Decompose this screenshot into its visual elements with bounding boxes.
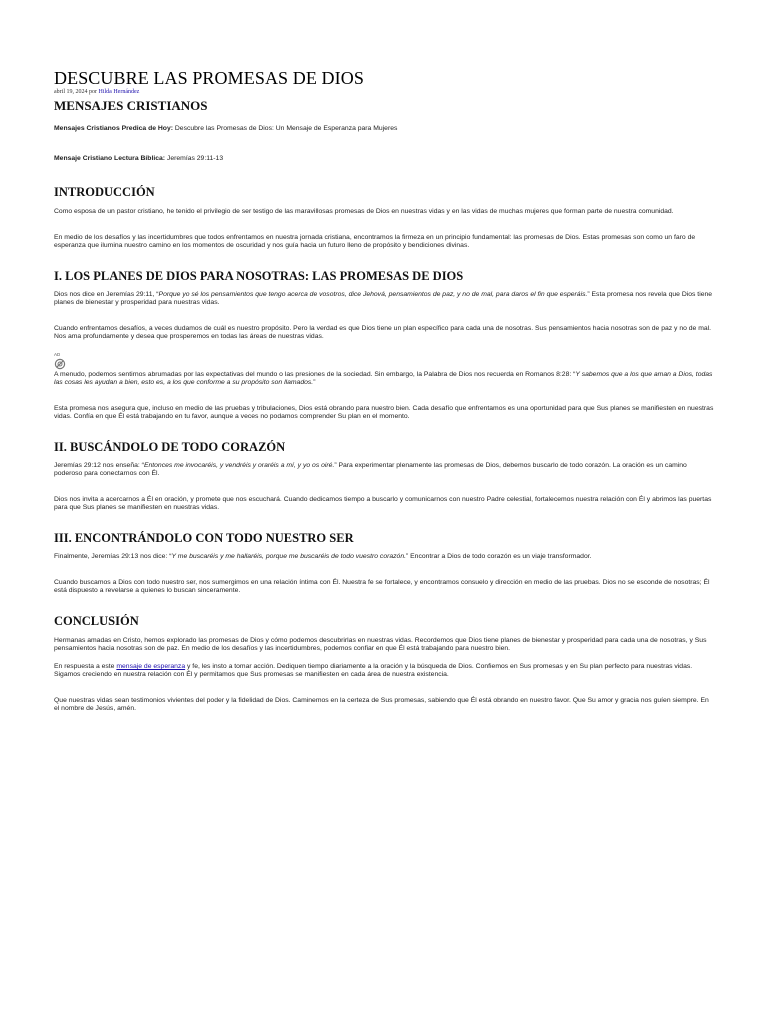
paragraph: Cuando enfrentamos desafíos, a veces dudamos de cuál es nuestro propósito. Pero la verdad es que Dios tiene un plan específico para cada una de nosotras. Sus pensamientos hacia nosotras son de paz y no de mal. Nos ama profundamente y desea que prosperemos en todas las áreas de nuestras vidas. — [54, 325, 712, 340]
paragraph: Cuando buscamos a Dios con todo nuestro ser, nos sumergimos en una relación íntima con Él. Nuestra fe se fortalece, y encontramos consuelo y dirección en medio de las pruebas. Dios no se esconde de nosotras; Él está dispuesto a revelarse a quienes lo buscan sinceramente. — [54, 579, 710, 594]
author-link[interactable]: Hilda Hernández — [98, 89, 140, 95]
bible-reading-text: Jeremías 29:11-13 — [165, 155, 224, 162]
ad-block[interactable] — [54, 352, 714, 370]
paragraph-text: ” Para experimentar plenamente las promesas de Dios, debemos buscarlo de todo corazón. La oración es un camino poderoso para conectarnos con Él. — [54, 462, 687, 477]
paragraph — [54, 371, 714, 387]
section-heading-conclusion: CONCLUSIÓN — [54, 614, 139, 628]
paragraph-text: A menudo, podemos sentirnos abrumadas por las expectativas del mundo o las presiones de la sociedad. Sin embargo, la Palabra de Dios nos recuerda en Romanos 8:28: “ — [54, 371, 576, 378]
paragraph — [54, 462, 714, 478]
bible-reading-line — [54, 155, 714, 163]
ad-label: AD — [54, 352, 61, 357]
paragraph — [54, 291, 714, 307]
sermon-title-text: Descubre las Promesas de Dios: Un Mensaje de Esperanza para Mujeres — [173, 125, 398, 132]
paragraph — [54, 663, 714, 679]
sermon-title-label: Mensajes Cristianos Predica de Hoy: — [54, 125, 173, 132]
section-heading-buscandolo: II. BUSCÁNDOLO DE TODO CORAZÓN — [54, 440, 286, 454]
post-meta — [54, 88, 714, 96]
scripture-quote: Y sabemos que a los que aman a Dios, todas las cosas les ayudan a bien, esto es, a los que conforme a su propósito son llamados. — [54, 371, 713, 386]
article — [54, 68, 714, 713]
paragraph-text: ” Encontrar a Dios de todo corazón es un viaje transformador. — [406, 553, 592, 560]
paragraph-text: Jeremías 29:12 nos enseña: “ — [54, 462, 144, 469]
section-heading-encontrandolo: III. ENCONTRÁNDOLO CON TODO NUESTRO SER — [54, 531, 354, 545]
bible-reading-label: Mensaje Cristiano Lectura Bíblica: — [54, 155, 166, 162]
paragraph-text: Finalmente, Jeremías 29:13 nos dice: “ — [54, 553, 172, 560]
article-subtitle: MENSAJES CRISTIANOS — [54, 98, 208, 113]
paragraph-text: Dios nos dice en Jeremías 29:11, “ — [54, 291, 159, 298]
paragraph — [54, 553, 714, 561]
page-title: DESCUBRE LAS PROMESAS DE DIOS — [54, 68, 364, 88]
scripture-quote: Porque yo sé los pensamientos que tengo acerca de vosotros, dice Jehová, pensamientos de paz, y no de mal, para daros el fin que esperáis. — [158, 291, 588, 298]
scripture-quote: Y me buscaréis y me hallaréis, porque me buscaréis de todo vuestro corazón. — [171, 553, 406, 560]
paragraph: Como esposa de un pastor cristiano, he tenido el privilegio de ser testigo de las maravillosas promesas de Dios en nuestras vidas y en las vidas de muchas mujeres que forman parte de nuestra comunidad. — [54, 208, 674, 215]
paragraph-text: En respuesta a este — [54, 663, 117, 670]
paragraph: En medio de los desafíos y las incertidumbres que todos enfrentamos en nuestra jornada cristiana, encontramos la firmeza en un principio fundamental: las promesas de Dios. Estas promesas son como un faro de esperanza que ilumina nuestro camino en los momentos de oscuridad y nos guía hacia un futuro lleno de propósito y bendiciones divinas. — [54, 234, 696, 249]
mensaje-de-esperanza-link[interactable]: mensaje de esperanza — [116, 663, 186, 670]
paragraph: Esta promesa nos asegura que, incluso en medio de las pruebas y tribulaciones, Dios está obrando para nuestro bien. Cada desafío que enfrentamos es una oportunidad para que Sus planes se manifiesten en nuestras vidas. Confía en que Él está trabajando en tu favor, aunque a veces no podamos comprender Su plan en el momento. — [54, 405, 714, 420]
scripture-quote: Entonces me invocaréis, y vendréis y oraréis a mí, y yo os oiré. — [143, 462, 335, 469]
ad-choices-icon[interactable] — [54, 358, 66, 370]
post-date: abril 19, 2024 por — [54, 89, 99, 95]
section-heading-planes: I. LOS PLANES DE DIOS PARA NOSOTRAS: LAS PROMESAS DE DIOS — [54, 269, 464, 283]
paragraph: Hermanas amadas en Cristo, hemos explorado las promesas de Dios y cómo podemos descubrirlas en nuestras vidas. Recordemos que Dios tiene planes de bienestar y prosperidad para cada una de nosotras, y Sus pensamientos hacia nosotras son de paz. En medio de los desafíos y las incertidumbres, podemos confiar en que Él está trabajando para nuestro bien. — [54, 637, 707, 652]
paragraph-text: ” Esta promesa nos revela que Dios tiene planes de bienestar y prosperidad para nuestras vidas. — [54, 291, 713, 306]
paragraph-text: y fe, les insto a tomar acción. Dediquen tiempo diariamente a la oración y la búsqueda de Dios. Confiemos en Sus promesas y en Su plan perfecto para nuestras vidas. Sigamos creciendo en nuestra relación con Él y permitamos que Sus promesas se manifiesten en cada área de nuestra existencia. — [54, 663, 693, 678]
section-heading-introduccion: INTRODUCCIÓN — [54, 185, 155, 199]
paragraph-text: ” — [313, 379, 316, 386]
paragraph: Que nuestras vidas sean testimonios vivientes del poder y la fidelidad de Dios. Caminemos en la certeza de Sus promesas, sabiendo que Él está obrando en nuestro favor. Que Su amor y gracia nos guíen siempre. En el nombre de Jesús, amén. — [54, 697, 709, 712]
sermon-title-line — [54, 125, 714, 133]
paragraph: Dios nos invita a acercarnos a Él en oración, y promete que nos escuchará. Cuando dedicamos tiempo a buscarlo y comunicarnos con nuestro Padre celestial, fortalecemos nuestra relación con Él y abrimos las puertas para que Sus planes se manifiesten en nuestras vidas. — [54, 496, 712, 511]
